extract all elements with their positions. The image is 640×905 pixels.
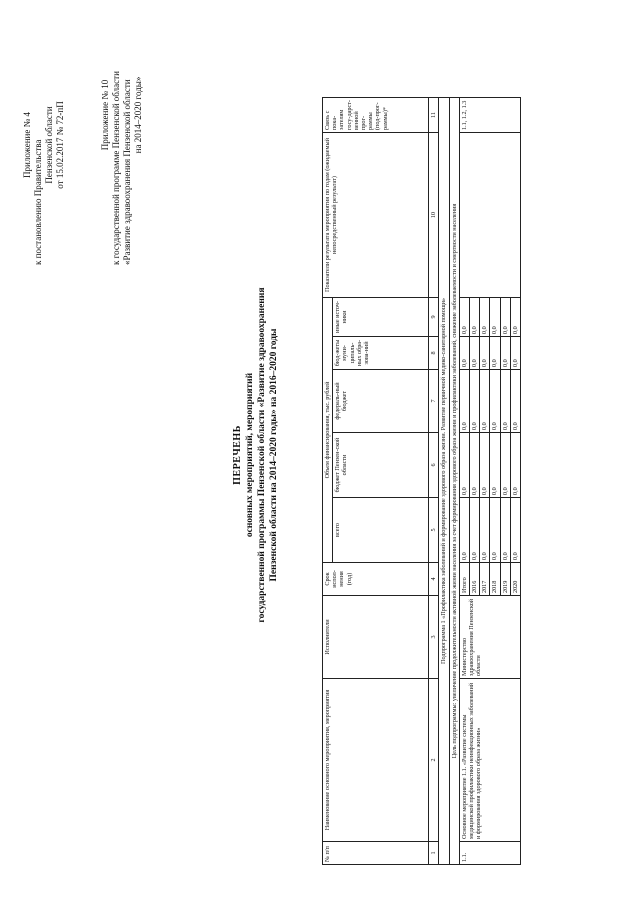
header-federal: федераль-ный бюджет (333, 370, 429, 433)
row-exec: Министерство здравоохранения Пензенской области (459, 596, 520, 679)
appendix-line: к государственной программе Пензенской области (111, 71, 121, 265)
header-num: № п/п (323, 842, 429, 865)
row-name: Основное мероприятие 1.1. «Развитие системы медицинской профилактики неинфекционных заболеваний и формирования здорового образа жизни» (459, 679, 520, 842)
header-other: иные источ-ники (333, 298, 429, 337)
row-other: 0,0 (480, 298, 490, 337)
header-municipal: бюд-жеты муни-ципаль-ных обра-зова-ний (333, 337, 429, 370)
measures-table (322, 97, 521, 865)
row-total: 0,0 (500, 498, 510, 563)
row-federal: 0,0 (500, 370, 510, 433)
row-total: 0,0 (510, 498, 520, 563)
table-row (459, 98, 469, 865)
row-indicator (459, 133, 520, 298)
subprogram-goal: Цель подпрограммы: увеличение продолжительности активной жизни населения за счет формирования здорового образа жизни и профилактики заболеваний, снижение заболеваемости и смертности населения (449, 98, 459, 865)
header-term: Срок испол-нения (год) (323, 563, 429, 596)
row-other: 0,0 (470, 298, 480, 337)
row-total: 0,0 (490, 498, 500, 563)
row-other: 0,0 (500, 298, 510, 337)
row-municipal: 0,0 (470, 337, 480, 370)
appendix-line: от 15.02.2017 № 72-пП (55, 101, 65, 189)
row-link: 1.1, 1.2, 1.3 (459, 98, 520, 133)
row-federal: 0,0 (480, 370, 490, 433)
appendix-line: Пензенской области (44, 106, 54, 184)
col-number: 2 (429, 679, 439, 842)
row-total: 0,0 (470, 498, 480, 563)
header-link: Связь с пока-зателям госу-дарст-венной прог-раммы (под-прог-раммы)* (323, 98, 429, 133)
row-regional: 0,0 (490, 433, 500, 498)
column-number-row (429, 98, 439, 865)
header-total: всего (333, 498, 429, 563)
row-term: 2019 (500, 563, 510, 596)
title-line: ПЕРЕЧЕНЬ (232, 425, 243, 485)
appendix-program-block (100, 0, 144, 265)
row-federal: 0,0 (490, 370, 500, 433)
row-other: 0,0 (510, 298, 520, 337)
goal-row (449, 98, 459, 865)
appendix-line: на 2014–2020 годы» (133, 76, 143, 154)
row-num: 1.1. (459, 842, 520, 865)
header-exec: Исполнители (323, 596, 429, 679)
header-funding: Объем финансирования, тыс. рублей (323, 298, 333, 563)
row-other: 0,0 (459, 298, 469, 337)
title-line: Пензенской области на 2014–2020 годы» на 2016–2020 годы (269, 328, 279, 582)
col-number: 7 (429, 370, 439, 433)
row-federal: 0,0 (470, 370, 480, 433)
header-regional: бюджет Пензен-ской области (333, 433, 429, 498)
col-number: 3 (429, 596, 439, 679)
subprogram-title: Подпрограмма 1 «Профилактика заболеваний и формирование здорового образа жизни. Развитие первичной медико-санитарной помощи» (439, 98, 449, 865)
row-municipal: 0,0 (480, 337, 490, 370)
document-title (232, 55, 280, 855)
row-total: 0,0 (480, 498, 490, 563)
row-term: 2016 (470, 563, 480, 596)
row-municipal: 0,0 (490, 337, 500, 370)
appendix-line: «Развитие здравоохранения Пензенской области (122, 79, 132, 265)
header-row (323, 98, 333, 865)
header-indicator: Показатели результата мероприятия по годам (ожидаемый непосредственный результат) (323, 133, 429, 298)
appendix-line: к постановлению Правительства (33, 139, 43, 265)
row-regional: 0,0 (500, 433, 510, 498)
appendix-block (22, 25, 66, 265)
subprogram-row (439, 98, 449, 865)
row-regional: 0,0 (480, 433, 490, 498)
header-name: Наименование основного мероприятия, мероприятия (323, 679, 429, 842)
row-other: 0,0 (490, 298, 500, 337)
row-regional: 0,0 (510, 433, 520, 498)
row-regional: 0,0 (459, 433, 469, 498)
row-term: Итого (459, 563, 469, 596)
col-number: 10 (429, 133, 439, 298)
row-total: 0,0 (459, 498, 469, 563)
col-number: 11 (429, 98, 439, 133)
row-term: 2020 (510, 563, 520, 596)
col-number: 4 (429, 563, 439, 596)
row-municipal: 0,0 (510, 337, 520, 370)
row-term: 2018 (490, 563, 500, 596)
col-number: 8 (429, 337, 439, 370)
row-federal: 0,0 (510, 370, 520, 433)
col-number: 9 (429, 298, 439, 337)
row-municipal: 0,0 (459, 337, 469, 370)
col-number: 1 (429, 842, 439, 865)
title-line: основных мероприятий, мероприятий (245, 372, 255, 538)
row-regional: 0,0 (470, 433, 480, 498)
appendix-line: Приложение № 10 (100, 79, 110, 151)
col-number: 5 (429, 498, 439, 563)
row-federal: 0,0 (459, 370, 469, 433)
row-term: 2017 (480, 563, 490, 596)
col-number: 6 (429, 433, 439, 498)
title-line: государственной программы Пензенской области «Развитие здравоохранения (257, 287, 267, 623)
appendix-line: Приложение № 4 (22, 112, 32, 178)
row-municipal: 0,0 (500, 337, 510, 370)
